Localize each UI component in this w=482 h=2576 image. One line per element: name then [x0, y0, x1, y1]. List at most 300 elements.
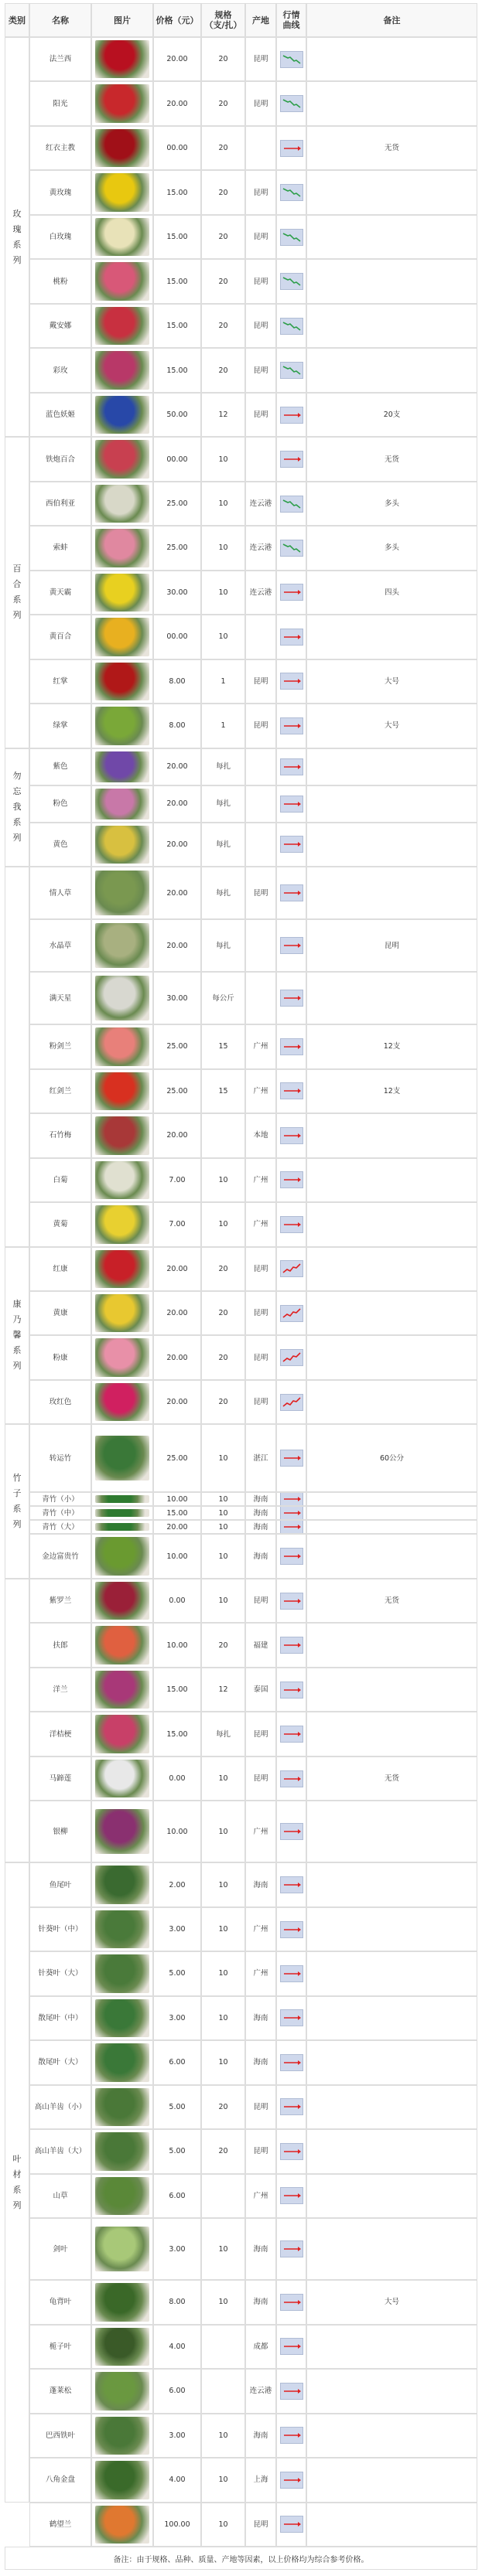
row-spec: 20: [201, 304, 245, 348]
row-price: 00.00: [153, 615, 201, 659]
row-origin: 福建: [245, 1623, 276, 1667]
trend-flat-icon: [280, 584, 303, 601]
row-note: 多头: [306, 482, 477, 526]
trend-flat-icon: [280, 1726, 303, 1743]
row-name: 鹤望兰: [29, 2503, 91, 2547]
row-note: [306, 1520, 477, 1534]
flower-photo: [91, 748, 153, 785]
trend-chart: [276, 1907, 306, 1951]
trend-chart: [276, 1534, 306, 1578]
row-name: 山草: [29, 2174, 91, 2218]
flower-photo: [91, 1202, 153, 1246]
row-price: 15.00: [153, 170, 201, 214]
row-price: 10.00: [153, 1623, 201, 1667]
flower-photo: [91, 304, 153, 348]
flower-photo: [91, 1335, 153, 1379]
trend-flat-icon: [280, 2338, 303, 2355]
row-note: [306, 259, 477, 303]
row-note: 昆明: [306, 919, 477, 972]
flower-image: [95, 1999, 149, 2037]
category-cell: [5, 1247, 29, 1425]
row-price: 20.00: [153, 1380, 201, 1424]
row-spec: 20: [201, 1623, 245, 1667]
row-spec: 每扎: [201, 1712, 245, 1756]
row-name: 巴西铁叶: [29, 2414, 91, 2458]
trend-flat-icon: [280, 1492, 303, 1506]
row-note: [306, 1380, 477, 1424]
flower-image: [95, 2043, 149, 2081]
flower-photo: [91, 919, 153, 972]
flower-image: [95, 663, 149, 700]
row-price: 6.00: [153, 2174, 201, 2218]
row-spec: 20: [201, 2129, 245, 2173]
row-name: 红衣主教: [29, 126, 91, 170]
row-spec: 1: [201, 704, 245, 748]
row-note: [306, 823, 477, 867]
row-name: 西伯利亚: [29, 482, 91, 526]
flower-image: [95, 2088, 149, 2126]
row-origin: 昆明: [245, 259, 276, 303]
trend-flat-icon: [280, 937, 303, 954]
row-origin: 广州: [245, 1907, 276, 1951]
column-header: 备注: [306, 3, 477, 37]
row-price: 20.00: [153, 919, 201, 972]
row-price: 10.00: [153, 1492, 201, 1506]
flower-photo: [91, 1291, 153, 1335]
row-price: 20.00: [153, 785, 201, 823]
row-spec: 10: [201, 2280, 245, 2324]
flower-photo: [91, 1907, 153, 1951]
row-name: 黄菊: [29, 1202, 91, 1246]
trend-flat-icon: [280, 140, 303, 157]
trend-flat-icon: [280, 758, 303, 775]
trend-down-icon: [280, 229, 303, 246]
row-spec: 10: [201, 1202, 245, 1246]
trend-chart: [276, 37, 306, 81]
row-spec: 10: [201, 2414, 245, 2458]
trend-chart: [276, 1380, 306, 1424]
row-origin: 泰国: [245, 1668, 276, 1712]
trend-chart: [276, 1113, 306, 1157]
row-price: 25.00: [153, 482, 201, 526]
flower-image: [95, 1495, 149, 1503]
row-spec: 1: [201, 659, 245, 704]
trend-flat-icon: [280, 629, 303, 646]
trend-down-icon: [280, 318, 303, 335]
row-price: 20.00: [153, 1113, 201, 1157]
row-spec: 15: [201, 1069, 245, 1113]
row-origin: 昆明: [245, 659, 276, 704]
row-note: 20支: [306, 393, 477, 437]
flower-image: [95, 2372, 149, 2410]
row-price: 25.00: [153, 1024, 201, 1068]
row-name: 石竹梅: [29, 1113, 91, 1157]
row-name: 高山羊齿（大）: [29, 2129, 91, 2173]
trend-chart: [276, 1202, 306, 1246]
row-name: 彩玫: [29, 348, 91, 392]
row-origin: 海南: [245, 1862, 276, 1906]
row-spec: 10: [201, 1862, 245, 1906]
row-note: [306, 81, 477, 125]
flower-photo: [91, 2325, 153, 2369]
row-origin: [245, 823, 276, 867]
trend-chart: [276, 526, 306, 570]
flower-photo: [91, 1520, 153, 1534]
trend-flat-icon: [280, 2098, 303, 2115]
flower-image: [95, 1866, 149, 1903]
row-origin: 昆明: [245, 1335, 276, 1379]
row-name: 散尾叶（中）: [29, 1996, 91, 2040]
flower-photo: [91, 2218, 153, 2280]
row-note: [306, 1712, 477, 1756]
row-origin: 昆明: [245, 1380, 276, 1424]
flower-image: [95, 440, 149, 478]
row-name: 法兰西: [29, 37, 91, 81]
row-name: 龟背叶: [29, 2280, 91, 2324]
row-name: 粉剑兰: [29, 1024, 91, 1068]
trend-chart: [276, 1291, 306, 1335]
row-name: 戴安娜: [29, 304, 91, 348]
row-note: [306, 1291, 477, 1335]
row-origin: 昆明: [245, 215, 276, 259]
trend-chart: [276, 1247, 306, 1291]
row-origin: [245, 972, 276, 1024]
trend-chart: [276, 919, 306, 972]
flower-image: [95, 1338, 149, 1376]
row-name: 蓝色妖姬: [29, 393, 91, 437]
row-name: 水晶草: [29, 919, 91, 972]
row-note: [306, 1862, 477, 1906]
row-note: [306, 615, 477, 659]
row-note: [306, 304, 477, 348]
trend-chart: [276, 1801, 306, 1862]
flower-image: [95, 574, 149, 612]
flower-photo: [91, 972, 153, 1024]
row-spec: 20: [201, 1291, 245, 1335]
trend-flat-icon: [280, 1921, 303, 1938]
row-spec: 20: [201, 215, 245, 259]
row-origin: 海南: [245, 2280, 276, 2324]
row-name: 黄康: [29, 1291, 91, 1335]
row-origin: 成都: [245, 2325, 276, 2369]
row-price: 6.00: [153, 2040, 201, 2084]
row-spec: 10: [201, 615, 245, 659]
flower-image: [95, 84, 149, 122]
row-note: [306, 2174, 477, 2218]
trend-chart: [276, 2414, 306, 2458]
row-note: [306, 1506, 477, 1520]
row-note: [306, 1247, 477, 1291]
flower-photo: [91, 393, 153, 437]
row-price: 4.00: [153, 2325, 201, 2369]
row-name: 红掌: [29, 659, 91, 704]
trend-chart: [276, 1757, 306, 1801]
row-note: [306, 2040, 477, 2084]
row-spec: [201, 2325, 245, 2369]
row-spec: 10: [201, 1492, 245, 1506]
row-origin: 昆明: [245, 1712, 276, 1756]
row-price: 100.00: [153, 2503, 201, 2547]
row-note: [306, 867, 477, 919]
column-header: 价格（元）: [153, 3, 201, 37]
row-note: 无货: [306, 1579, 477, 1623]
trend-flat-icon: [280, 1548, 303, 1565]
category-label: 竹子系列: [12, 1473, 22, 1530]
row-note: [306, 2458, 477, 2502]
trend-flat-icon: [280, 1038, 303, 1055]
trend-chart: [276, 1158, 306, 1202]
trend-down-icon: [280, 362, 303, 379]
trend-flat-icon: [280, 2427, 303, 2444]
trend-flat-icon: [280, 407, 303, 424]
row-price: 20.00: [153, 1247, 201, 1291]
row-price: 15.00: [153, 1668, 201, 1712]
trend-chart: [276, 1668, 306, 1712]
row-note: [306, 1113, 477, 1157]
row-spec: 12: [201, 1668, 245, 1712]
row-origin: 海南: [245, 1996, 276, 2040]
category-cell: [5, 867, 29, 1246]
row-origin: [245, 785, 276, 823]
row-origin: 海南: [245, 2414, 276, 2458]
row-name: 白菊: [29, 1158, 91, 1202]
row-spec: 20: [201, 1247, 245, 1291]
column-header: 行情 曲线: [276, 3, 306, 37]
table-footer-note: 备注：由于规格、品种、质量、产地等因素，以上价格均为综合参考价格。: [5, 2547, 477, 2570]
row-note: [306, 1907, 477, 1951]
row-name: 粉色: [29, 785, 91, 823]
row-origin: 昆明: [245, 2085, 276, 2129]
row-price: 15.00: [153, 259, 201, 303]
row-price: 20.00: [153, 37, 201, 81]
row-origin: 广州: [245, 1069, 276, 1113]
trend-chart: [276, 304, 306, 348]
trend-flat-icon: [280, 1082, 303, 1099]
flower-image: [95, 396, 149, 434]
row-origin: 昆明: [245, 2129, 276, 2173]
flower-photo: [91, 482, 153, 526]
trend-chart: [276, 2174, 306, 2218]
flower-image: [95, 1671, 149, 1709]
trend-chart: [276, 1024, 306, 1068]
trend-flat-icon: [280, 2187, 303, 2204]
trend-chart: [276, 1951, 306, 1995]
row-spec: 每扎: [201, 867, 245, 919]
flower-image: [95, 262, 149, 300]
trend-down-icon: [280, 273, 303, 290]
row-price: 5.00: [153, 2085, 201, 2129]
trend-chart: [276, 1506, 306, 1520]
trend-flat-icon: [280, 1450, 303, 1467]
trend-chart: [276, 748, 306, 785]
flower-image: [95, 1537, 149, 1575]
flower-photo: [91, 2129, 153, 2173]
flower-photo: [91, 1424, 153, 1492]
trend-flat-icon: [280, 1682, 303, 1699]
flower-image: [95, 1116, 149, 1154]
row-spec: 20: [201, 1380, 245, 1424]
row-price: 20.00: [153, 823, 201, 867]
row-origin: 上海: [245, 2458, 276, 2502]
row-origin: 昆明: [245, 704, 276, 748]
row-price: 15.00: [153, 348, 201, 392]
row-name: 黄天霸: [29, 571, 91, 615]
trend-flat-icon: [280, 884, 303, 901]
trend-flat-icon: [280, 1823, 303, 1840]
trend-chart: [276, 867, 306, 919]
flower-image: [95, 1715, 149, 1753]
row-spec: [201, 2174, 245, 2218]
flower-photo: [91, 2040, 153, 2084]
flower-image: [95, 351, 149, 389]
row-note: [306, 1668, 477, 1712]
row-spec: 10: [201, 571, 245, 615]
flower-image: [95, 1523, 149, 1531]
trend-flat-icon: [280, 1593, 303, 1610]
row-name: 洋桔梗: [29, 1712, 91, 1756]
row-origin: 连云港: [245, 482, 276, 526]
row-note: 多头: [306, 526, 477, 570]
row-origin: 昆明: [245, 867, 276, 919]
row-spec: 每扎: [201, 919, 245, 972]
row-note: [306, 170, 477, 214]
row-origin: 昆明: [245, 81, 276, 125]
row-note: [306, 1158, 477, 1202]
flower-photo: [91, 437, 153, 481]
row-spec: 20: [201, 348, 245, 392]
row-note: 无货: [306, 126, 477, 170]
row-origin: 昆明: [245, 2503, 276, 2547]
trend-flat-icon: [280, 1216, 303, 1233]
row-origin: [245, 615, 276, 659]
flower-image: [95, 789, 149, 819]
trend-flat-icon: [280, 836, 303, 853]
flower-photo: [91, 571, 153, 615]
row-origin: 昆明: [245, 1291, 276, 1335]
trend-up-icon: [280, 1349, 303, 1366]
flower-photo: [91, 2174, 153, 2218]
row-spec: 10: [201, 1579, 245, 1623]
row-origin: 广州: [245, 1202, 276, 1246]
flower-photo: [91, 1951, 153, 1995]
row-spec: [201, 1113, 245, 1157]
row-spec: 10: [201, 1424, 245, 1492]
row-spec: 20: [201, 37, 245, 81]
row-note: [306, 1996, 477, 2040]
flower-photo: [91, 1024, 153, 1068]
row-origin: [245, 748, 276, 785]
row-name: 鱼尾叶: [29, 1862, 91, 1906]
row-origin: 连云港: [245, 571, 276, 615]
row-price: 5.00: [153, 2129, 201, 2173]
trend-chart: [276, 1492, 306, 1506]
row-price: 15.00: [153, 1712, 201, 1756]
category-label: 康乃馨系列: [12, 1299, 22, 1371]
row-note: 无货: [306, 1757, 477, 1801]
row-price: 8.00: [153, 659, 201, 704]
trend-flat-icon: [280, 451, 303, 468]
flower-image: [95, 1161, 149, 1199]
row-note: [306, 1202, 477, 1246]
row-origin: 昆明: [245, 304, 276, 348]
row-price: 20.00: [153, 867, 201, 919]
trend-chart: [276, 704, 306, 748]
flower-image: [95, 826, 149, 864]
row-name: 栀子叶: [29, 2325, 91, 2369]
flower-image: [95, 173, 149, 211]
flower-image: [95, 618, 149, 656]
row-name: 满天星: [29, 972, 91, 1024]
row-price: 20.00: [153, 1520, 201, 1534]
flower-photo: [91, 1113, 153, 1157]
flower-image: [95, 485, 149, 523]
row-origin: 昆明: [245, 1757, 276, 1801]
row-name: 剑叶: [29, 2218, 91, 2280]
row-price: 2.00: [153, 1862, 201, 1906]
flower-image: [95, 2328, 149, 2366]
trend-chart: [276, 785, 306, 823]
row-note: [306, 1534, 477, 1578]
row-name: 情人草: [29, 867, 91, 919]
trend-up-icon: [280, 1260, 303, 1277]
row-spec: 10: [201, 437, 245, 481]
row-spec: 10: [201, 482, 245, 526]
category-label: 玫瑰系列: [12, 208, 22, 265]
flower-image: [95, 2227, 149, 2271]
row-name: 桃粉: [29, 259, 91, 303]
column-header: 类别: [5, 3, 29, 37]
trend-flat-icon: [280, 2240, 303, 2257]
row-price: 30.00: [153, 972, 201, 1024]
flower-image: [95, 129, 149, 167]
row-name: 蓬莱松: [29, 2369, 91, 2413]
row-origin: [245, 126, 276, 170]
flower-photo: [91, 2280, 153, 2324]
trend-flat-icon: [280, 2294, 303, 2311]
trend-chart: [276, 1623, 306, 1667]
row-origin: 广州: [245, 1801, 276, 1862]
row-price: 8.00: [153, 704, 201, 748]
flower-photo: [91, 1158, 153, 1202]
row-name: 金边富贵竹: [29, 1534, 91, 1578]
row-origin: 广州: [245, 1158, 276, 1202]
row-origin: 海南: [245, 1506, 276, 1520]
trend-chart: [276, 972, 306, 1024]
trend-down-icon: [280, 496, 303, 513]
row-origin: 海南: [245, 1520, 276, 1534]
row-spec: 20: [201, 1335, 245, 1379]
row-origin: 连云港: [245, 526, 276, 570]
row-origin: 广州: [245, 1024, 276, 1068]
row-note: 12支: [306, 1024, 477, 1068]
row-price: 25.00: [153, 1424, 201, 1492]
flower-image: [95, 1509, 149, 1517]
flower-image: [95, 1383, 149, 1421]
row-spec: 20: [201, 2085, 245, 2129]
flower-photo: [91, 215, 153, 259]
row-origin: 广州: [245, 2174, 276, 2218]
flower-image: [95, 1626, 149, 1664]
row-origin: [245, 437, 276, 481]
flower-image: [95, 923, 149, 968]
row-name: 黄玫瑰: [29, 170, 91, 214]
flower-photo: [91, 2414, 153, 2458]
row-name: 针葵叶（大）: [29, 1951, 91, 1995]
row-name: 红剑兰: [29, 1069, 91, 1113]
trend-chart: [276, 659, 306, 704]
trend-flat-icon: [280, 1127, 303, 1144]
flower-photo: [91, 1668, 153, 1712]
